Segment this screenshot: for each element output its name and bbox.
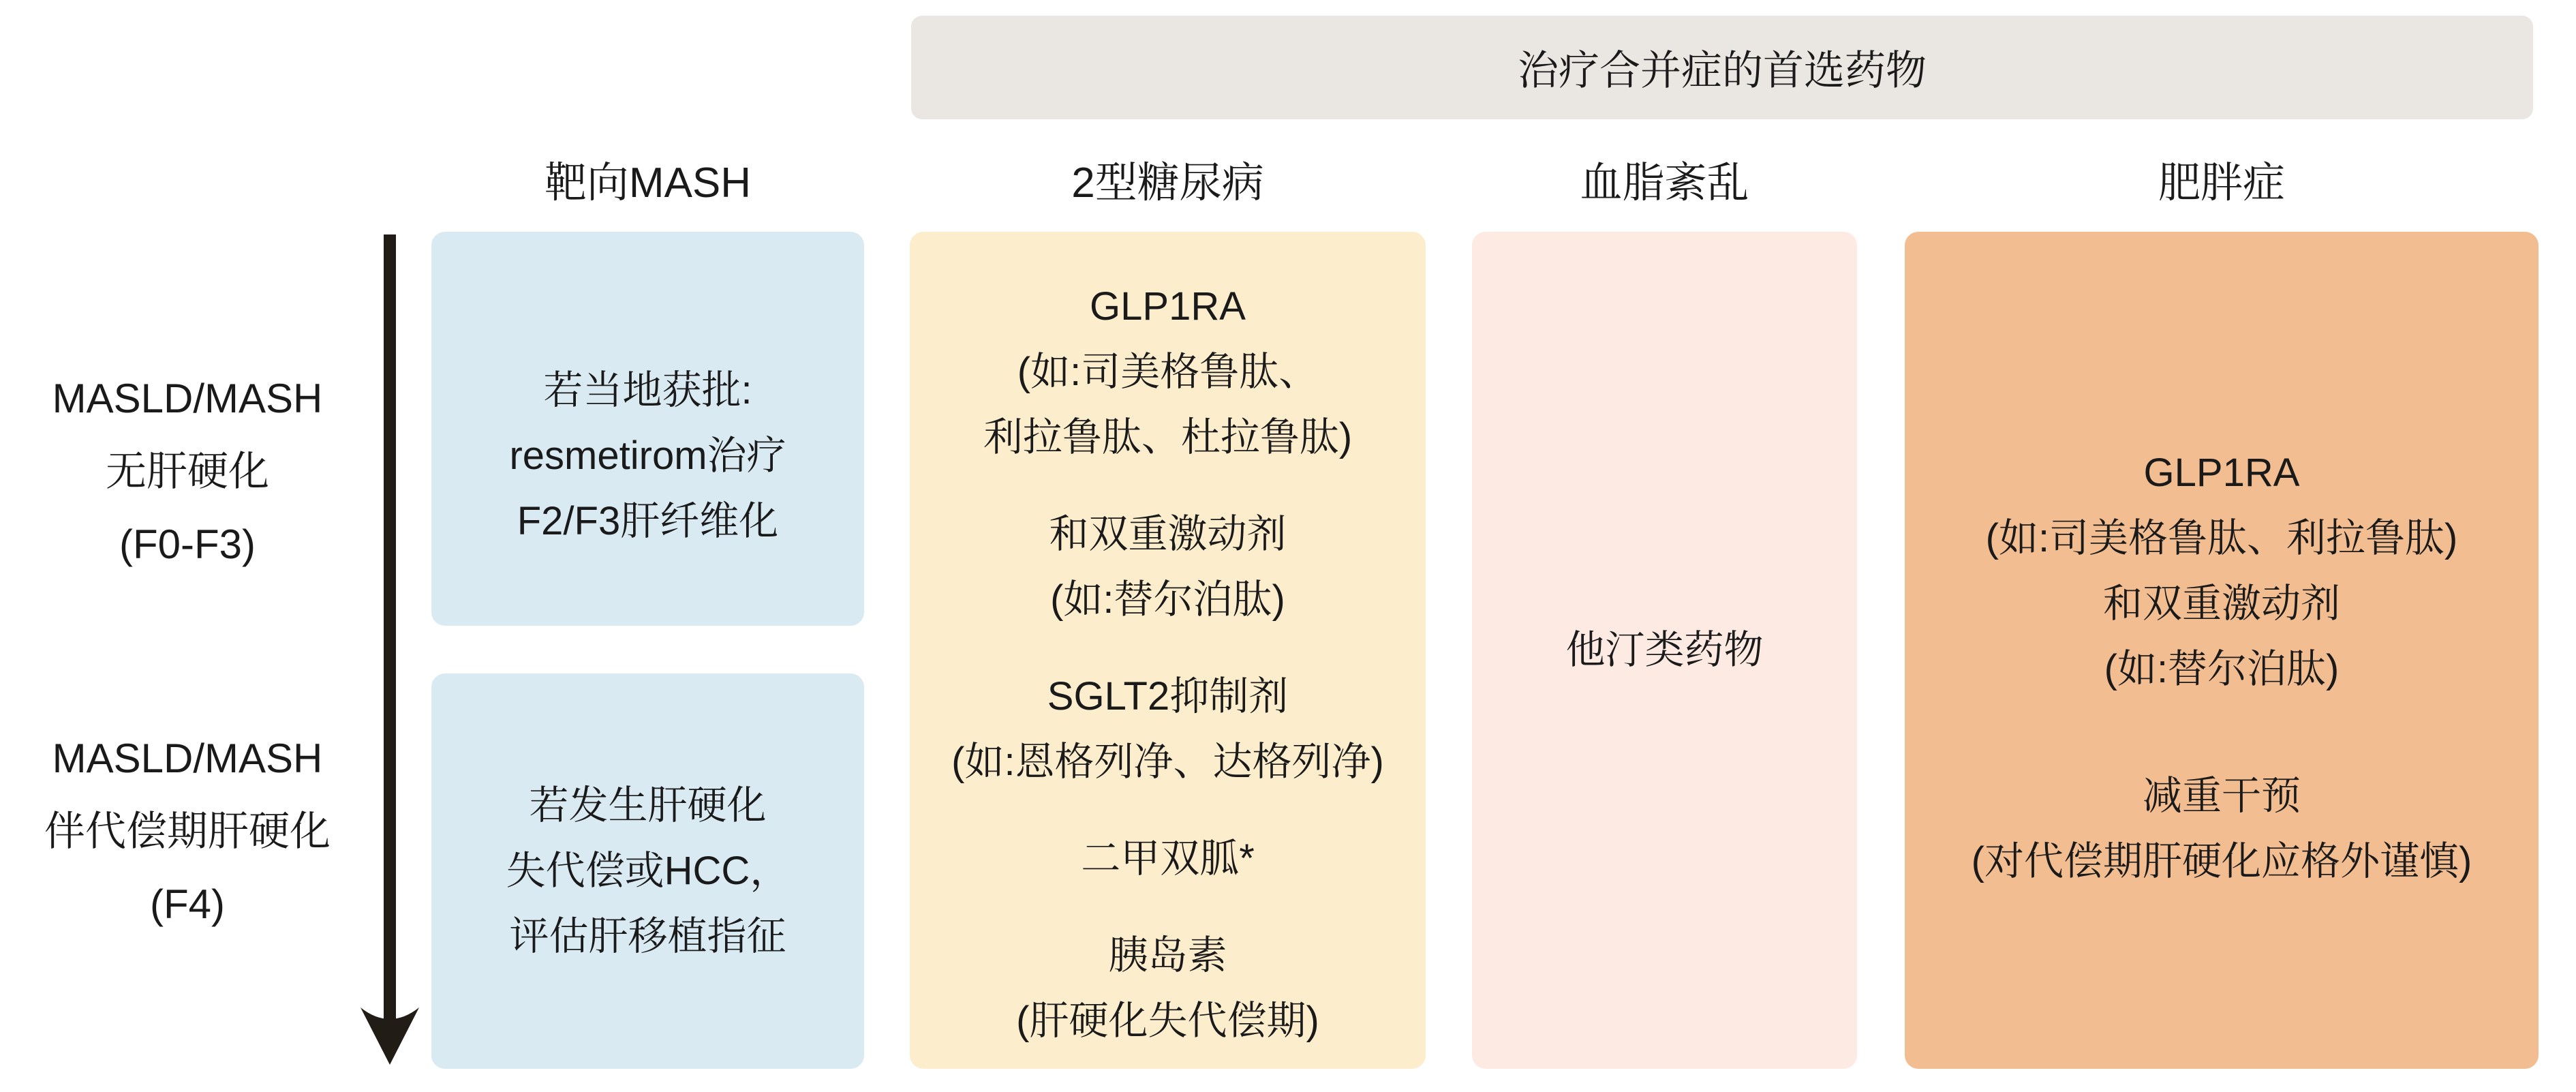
row-label-line: (F4): [150, 881, 225, 927]
cell-text-line: (对代偿期肝硬化应格外谨慎): [1971, 839, 2472, 883]
cell-text-line: (如:替尔泊肽): [2104, 647, 2340, 691]
cell-text-line: (如:恩格列净、达格列净): [951, 740, 1384, 784]
cell-text-line: 减重干预: [2142, 774, 2301, 818]
cell-text-line: (肝硬化失代偿期): [1016, 999, 1319, 1043]
cell-text-line: GLP1RA: [2143, 451, 2300, 495]
cell-dyslipidemia: [1472, 232, 1857, 1069]
column-header-target-mash: 靶向MASH: [544, 159, 752, 207]
comorbidity-header-title: 治疗合并症的首选药物: [1518, 48, 1927, 93]
cell-text-line: 和双重激动剂: [2102, 581, 2340, 626]
drug-group-metformin: [1081, 826, 1255, 892]
cell-obesity: [1905, 232, 2539, 1069]
cell-text-line: 他汀类药物: [1565, 628, 1764, 672]
cell-text-line: (如:司美格鲁肽、: [1017, 350, 1319, 394]
cell-text-line: 若发生肝硬化: [529, 783, 767, 828]
row-label-line: (F0-F3): [119, 521, 256, 567]
row-label-line: MASLD/MASH: [52, 735, 323, 781]
column-header-dyslipidemia: 血脂紊乱: [1580, 159, 1749, 207]
cell-text-line: 胰岛素: [1108, 933, 1227, 977]
cell-type2-diabetes: [910, 232, 1426, 1069]
drug-group-glp1ra: [983, 274, 1352, 470]
comorbidity-header-bar: [911, 16, 2533, 119]
column-header-obesity: 肥胖症: [2158, 159, 2285, 207]
cell-text-line: 评估肝移植指征: [509, 914, 786, 958]
cell-text-line: GLP1RA: [1090, 284, 1246, 329]
cell-text-line: 失代偿或HCC，: [506, 849, 790, 893]
row-label-compensated-cirrhosis: [10, 722, 365, 941]
drug-group-insulin: [1016, 923, 1319, 1054]
column-header-type2-diabetes: 2型糖尿病: [1071, 159, 1264, 207]
cell-text-line: 二甲双胍*: [1081, 836, 1255, 881]
cell-mash-cirrhosis: [431, 673, 864, 1069]
row-label-line: 伴代偿期肝硬化: [44, 808, 331, 854]
drug-group-glp1ra-obesity: [1986, 440, 2458, 702]
row-label-line: 无肝硬化: [106, 449, 269, 494]
row-label-no-cirrhosis: [10, 362, 365, 581]
cell-text-line: (如:替尔泊肽): [1050, 577, 1285, 622]
cell-text-line: 若当地获批:: [543, 368, 752, 412]
cell-text-line: 和双重激动剂: [1049, 512, 1287, 556]
cell-text-line: SGLT2抑制剂: [1047, 674, 1289, 718]
cell-text-line: (如:司美格鲁肽、利拉鲁肽): [1985, 516, 2458, 560]
cell-text-line: resmetirom治疗: [509, 434, 786, 478]
cell-mash-no-cirrhosis: [431, 232, 864, 626]
cell-text-line: 利拉鲁肽、杜拉鲁肽): [983, 415, 1353, 459]
cell-text-line: F2/F3肝纤维化: [517, 499, 779, 543]
drug-group-sglt2: [951, 664, 1384, 795]
row-label-line: MASLD/MASH: [52, 376, 323, 421]
down-arrow-icon: [352, 232, 427, 1069]
down-arrow-shaft: [384, 234, 396, 1020]
drug-group-weight-loss: [1972, 763, 2472, 894]
drug-group-dual-agonist: [1049, 502, 1286, 633]
